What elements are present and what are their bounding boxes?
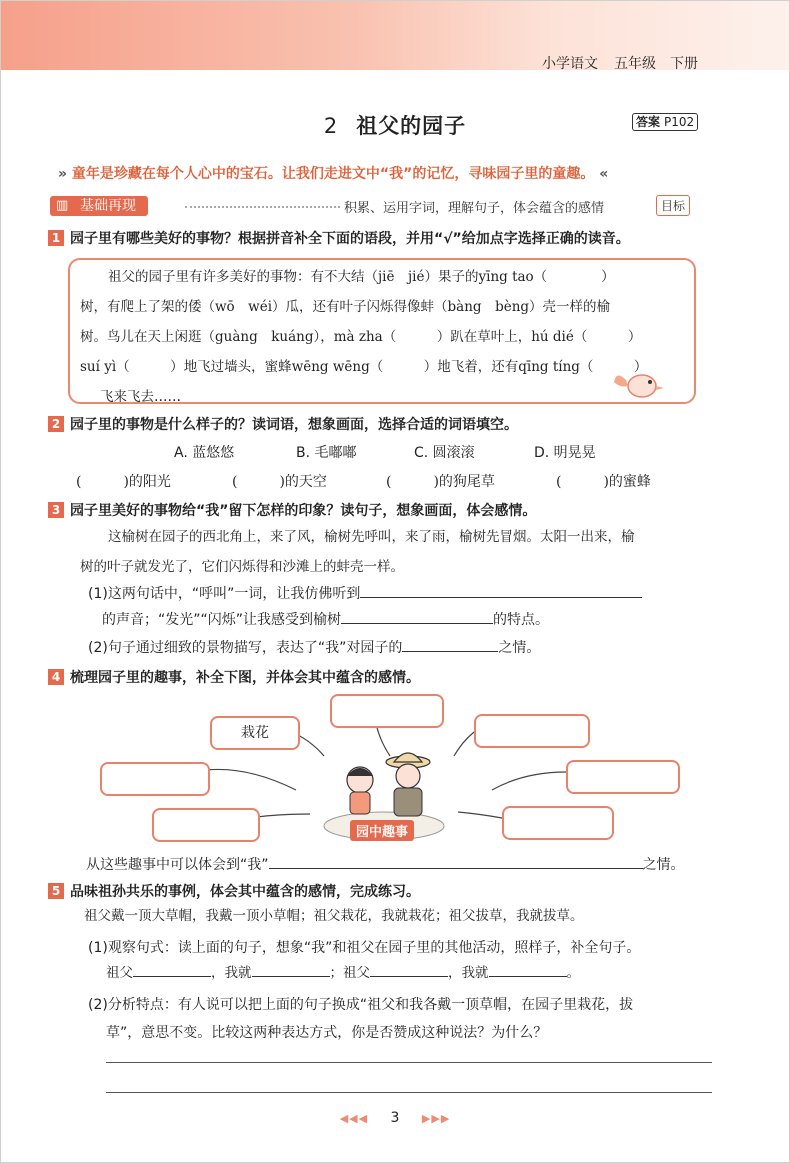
answer-line[interactable] <box>402 651 498 652</box>
passage-line-4: suí yì（ ）地飞过墙头，蜜蜂wēng wēng（ ）地飞着，还有qīng tíng（ ） <box>80 359 648 375</box>
bubble-blank-top[interactable] <box>330 694 444 728</box>
bubble-label: 栽花 <box>241 725 269 741</box>
question-2 <box>48 414 518 434</box>
option-a: A. 蓝悠悠 <box>174 445 235 461</box>
q4-footer: 从这些趣事中可以体会到“我” 之情。 <box>86 857 685 873</box>
question-4 <box>48 667 420 687</box>
answer-line[interactable] <box>489 976 567 977</box>
q5-fill-line: 祖父 ，我就 ；祖父 ，我就 。 <box>106 965 580 981</box>
answer-line[interactable] <box>370 976 448 977</box>
answer-line[interactable] <box>133 976 211 977</box>
q3-sub-2: (2)句子通过细致的景物描写，表达了“我”对园子的 之情。 <box>88 640 541 656</box>
answer-reference <box>632 113 698 131</box>
q3-passage-line-2: 树的叶子就发光了，它们闪烁得和沙滩上的蚌壳一样。 <box>80 559 404 575</box>
question-number: 4 <box>48 669 64 685</box>
double-chevron-left-icon: « <box>599 166 609 182</box>
question-prompt: 园子里美好的事物给“我”留下怎样的印象？读句子，想象画面，体会感情。 <box>70 503 537 519</box>
passage-line-3: 树。鸟儿在天上闲逛（guàng kuáng），mà zha（ ）趴在草叶上，hú dié（ ） <box>80 329 642 345</box>
question-number: 5 <box>48 883 64 899</box>
left-arrows-icon: ◀◀◀ <box>339 1112 369 1125</box>
q3-sub-1: (1)这两句话中，“呼叫”一词，让我仿佛听到 <box>88 583 642 603</box>
question-1 <box>48 228 630 248</box>
passage-line-5: 飞来飞去…… <box>100 389 181 405</box>
question-prompt: 园子里有哪些美好的事物？根据拼音补全下面的语段，并用“√”给加点字选择正确的读音。 <box>70 231 630 247</box>
lesson-title-text: 祖父的园子 <box>356 114 467 138</box>
intro-text: 童年是珍藏在每个人心中的宝石。让我们走进文中“我”的记忆，寻味园子里的童趣。 <box>71 166 595 182</box>
bubble-planting <box>210 716 300 750</box>
section-badge <box>50 196 148 216</box>
bubble-blank-bottom-left[interactable] <box>152 808 260 842</box>
header-subject: 小学语文 <box>542 56 598 72</box>
bubble-blank-left[interactable] <box>100 762 210 796</box>
option-b: B. 毛嘟嘟 <box>296 445 357 461</box>
question-prompt: 梳理园子里的趣事，补全下图，并体会其中蕴含的感情。 <box>70 670 420 686</box>
section-goal: 积累、运用字词，理解句子，体会蕴含的感情 <box>344 201 605 216</box>
section-divider <box>185 206 340 208</box>
answer-line[interactable] <box>360 597 642 598</box>
q5-sub-2b: 草”，意思不变。比较这两种表达方式，你是否赞成这种说法？为什么？ <box>106 1025 548 1041</box>
blank-3[interactable]: ( )的狗尾草 <box>386 474 495 490</box>
q3-sub-1b: 的声音；“发光”“闪烁”让我感受到榆树 的特点。 <box>102 612 550 628</box>
answer-line[interactable] <box>269 868 643 869</box>
answer-page: P102 <box>664 115 695 129</box>
goal-tag: 目标 <box>656 195 690 216</box>
bubble-blank-right[interactable] <box>566 760 680 794</box>
section-title: 基础再现 <box>80 198 136 214</box>
header-volume: 下册 <box>670 56 698 72</box>
q5-example: 祖父戴一顶大草帽，我戴一顶小草帽；祖父栽花，我就栽花；祖父拔草，我就拔草。 <box>84 908 584 924</box>
q3-passage <box>80 522 700 582</box>
blank-1[interactable]: ( )的阳光 <box>76 474 171 490</box>
q5-sub-1: (1)观察句式：读上面的句子，想象“我”和祖父在园子里的其他活动，照样子，补全句子。 <box>88 940 641 956</box>
bird-icon <box>606 366 670 402</box>
option-c: C. 圆滚滚 <box>414 445 475 461</box>
double-chevron-right-icon: » <box>58 166 68 182</box>
book-icon: ▥ <box>56 198 69 213</box>
bubble-blank-top-right[interactable] <box>474 714 590 748</box>
bubble-blank-bottom-right[interactable] <box>502 806 614 840</box>
answer-line[interactable] <box>252 976 330 977</box>
header-grade: 五年级 <box>614 56 656 72</box>
question-number: 2 <box>48 416 64 432</box>
blank-4[interactable]: ( )的蜜蜂 <box>556 474 651 490</box>
page-number: 3 <box>390 1110 400 1126</box>
answer-line[interactable] <box>106 1062 712 1063</box>
option-d: D. 明晃晃 <box>534 445 596 461</box>
center-label: 园中趣事 <box>350 820 414 841</box>
right-arrows-icon: ▶▶▶ <box>421 1112 451 1125</box>
question-prompt: 园子里的事物是什么样子的？读词语，想象画面，选择合适的词语填空。 <box>70 417 518 433</box>
answer-line[interactable] <box>341 623 493 624</box>
question-number: 1 <box>48 230 64 246</box>
question-5 <box>48 881 420 901</box>
question-number: 3 <box>48 502 64 518</box>
section-header <box>50 195 148 215</box>
passage-line-1: 祖父的园子里有许多美好的事物：有不大结（jiē jié）果子的yīng tao（ ） <box>108 269 615 285</box>
passage <box>80 262 690 412</box>
blank-2[interactable]: ( )的天空 <box>232 474 327 490</box>
intro-line <box>58 163 738 183</box>
answer-line[interactable] <box>106 1092 712 1093</box>
q3-passage-line-1: 这榆树在园子的西北角上，来了风，榆树先呼叫，来了雨，榆树先冒烟。太阳一出来，榆 <box>108 529 635 545</box>
q5-sub-2: (2)分析特点：有人说可以把上面的句子换成“祖父和我各戴一顶草帽，在园子里栽花，拔 <box>88 997 634 1013</box>
passage-line-2: 树，有爬上了架的倭（wō wéi）瓜，还有叶子闪烁得像蚌（bàng bèng）壳一样的榆 <box>80 299 611 315</box>
question-3 <box>48 500 536 520</box>
page-footer <box>0 1110 790 1126</box>
answer-label: 答案 <box>636 115 661 129</box>
question-prompt: 品味祖孙共乐的事例，体会其中蕴含的感情，完成练习。 <box>70 884 420 900</box>
lesson-number: 2 <box>323 114 339 138</box>
